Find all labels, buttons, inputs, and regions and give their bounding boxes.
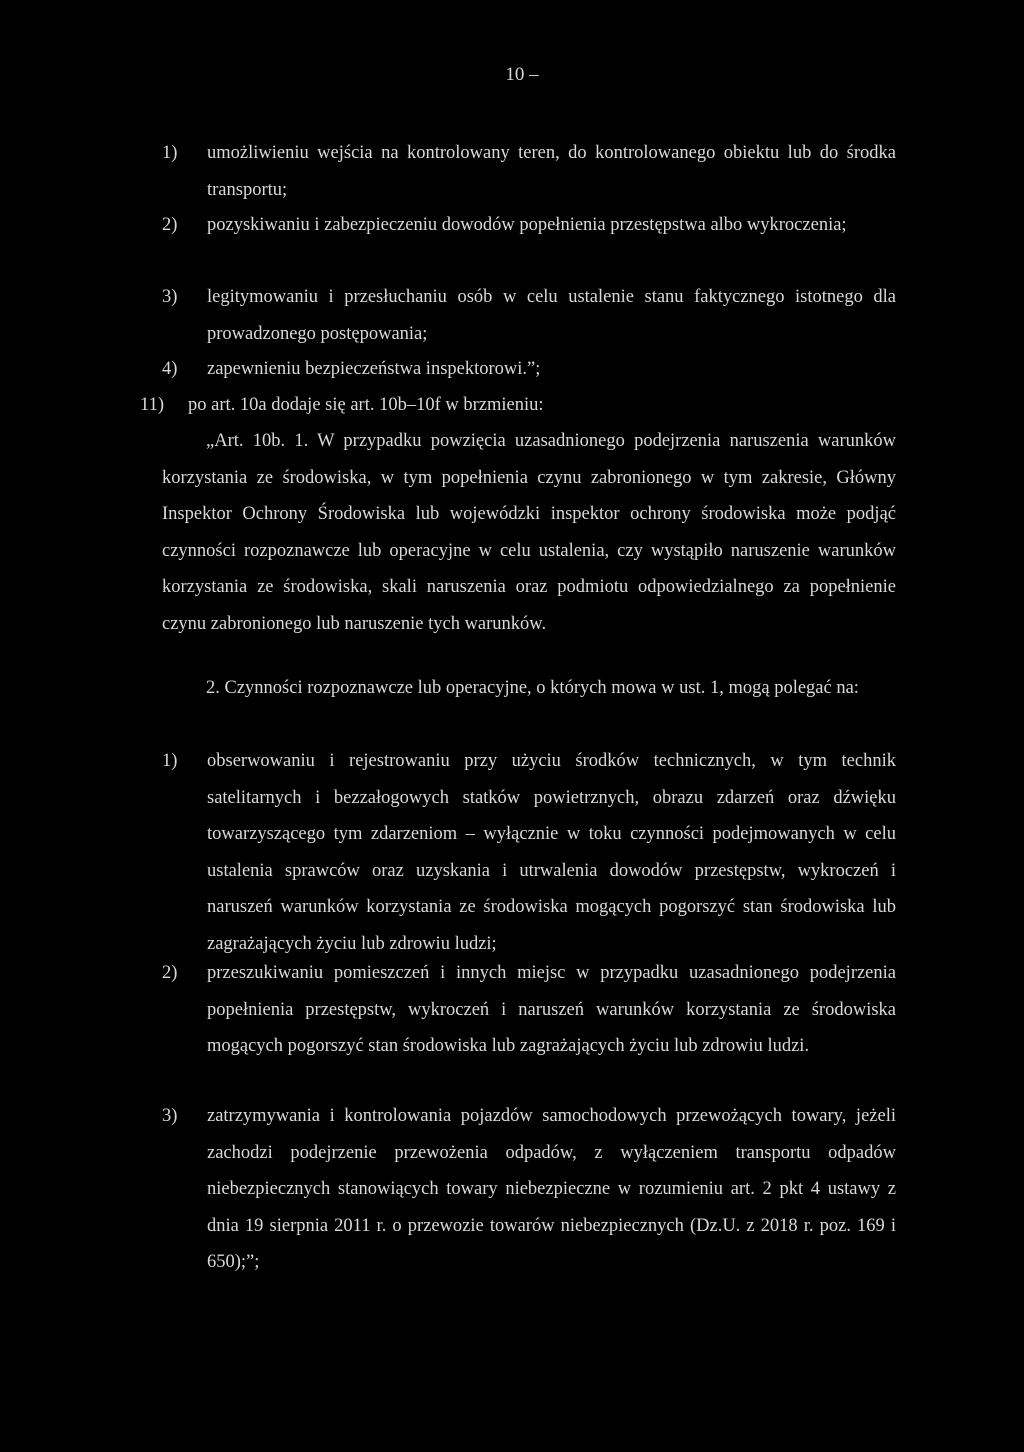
list-item-number: 2) xyxy=(162,963,178,983)
list-item xyxy=(162,955,896,1065)
list-item-number: 4) xyxy=(162,359,178,379)
list-item-text: zatrzymywania i kontrolowania pojazdów samochodowych przewożących towary, jeżeli zachodzi podejrzenie przewożenia odpadów, z wyłączeniem transportu odpadów niebezpiecznych stanowiących towary niebezpieczne w rozumieniu art. 2 pkt 4 ustawy z dnia 19 sierpnia 2011 r. o przewozie towarów niebezpiecznych (Dz.U. z 2018 r. poz. 169 i 650);”; xyxy=(207,1106,896,1272)
article-10b-para1-text: „Art. 10b. 1. W przypadku powzięcia uzasadnionego podejrzenia naruszenia warunków korzystania ze środowiska, w tym popełnienia czynu zabronionego w tym zakresie, Główny Inspektor Ochrony Środowiska lub wojewódzki inspektor ochrony środowiska może podjąć czynności rozpoznawcze lub operacyjne w celu ustalenia, czy wystąpiło naruszenie warunków korzystania ze środowiska, skali naruszenia oraz podmiotu odpowiedzialnego za popełnienie czynu zabronionego lub naruszenie tych warunków. xyxy=(162,431,896,634)
page-number: 10 – xyxy=(505,64,539,85)
list-item xyxy=(162,351,896,388)
list-item xyxy=(162,279,896,352)
list-item xyxy=(162,207,896,244)
list-item-number: 3) xyxy=(162,1106,178,1126)
list-item xyxy=(162,743,896,962)
article-10b-paragraph-1 xyxy=(162,423,896,642)
article-10b-para2-text: 2. Czynności rozpoznawcze lub operacyjne, o których mowa w ust. 1, mogą polegać na: xyxy=(206,678,859,698)
list-item-text: przeszukiwaniu pomieszczeń i innych miejsc w przypadku uzasadnionego podejrzenia popełnienia przestępstw, wykroczeń i naruszeń warunków korzystania ze środowiska mogących pogorszyć stan środowiska lub zagrażających życiu lub zdrowiu ludzi. xyxy=(207,963,896,1056)
list-item-text: legitymowaniu i przesłuchaniu osób w celu ustalenie stanu faktycznego istotnego dla prowadzonego postępowania; xyxy=(207,287,896,344)
article-10b-paragraph-2 xyxy=(162,670,896,707)
list-item-number: 2) xyxy=(162,215,178,235)
point-number: 11) xyxy=(140,395,164,415)
list-item-number: 1) xyxy=(162,751,178,771)
list-item-text: pozyskiwaniu i zabezpieczeniu dowodów popełnienia przestępstwa albo wykroczenia; xyxy=(207,215,847,235)
list-item xyxy=(162,135,896,208)
point-text: po art. 10a dodaje się art. 10b–10f w brzmieniu: xyxy=(188,395,544,415)
list-item xyxy=(162,1098,896,1281)
list-item-text: umożliwieniu wejścia na kontrolowany teren, do kontrolowanego obiektu lub do środka transportu; xyxy=(207,143,896,200)
point-11 xyxy=(140,387,896,424)
list-item-text: zapewnieniu bezpieczeństwa inspektorowi.”; xyxy=(207,359,541,379)
list-item-text: obserwowaniu i rejestrowaniu przy użyciu środków technicznych, w tym technik satelitarnych i bezzałogowych statków powietrznych, obrazu zdarzeń oraz dźwięku towarzyszącego tym zdarzeniom – wyłącznie w toku czynności podejmowanych w celu ustalenia sprawców oraz uzyskania i utrwalenia dowodów przestępstw, wykroczeń i naruszeń warunków korzystania ze środowiska mogących pogorszyć stan środowiska lub zagrażających życiu lub zdrowiu ludzi; xyxy=(207,751,896,954)
list-item-number: 1) xyxy=(162,143,178,163)
list-item-number: 3) xyxy=(162,287,178,307)
